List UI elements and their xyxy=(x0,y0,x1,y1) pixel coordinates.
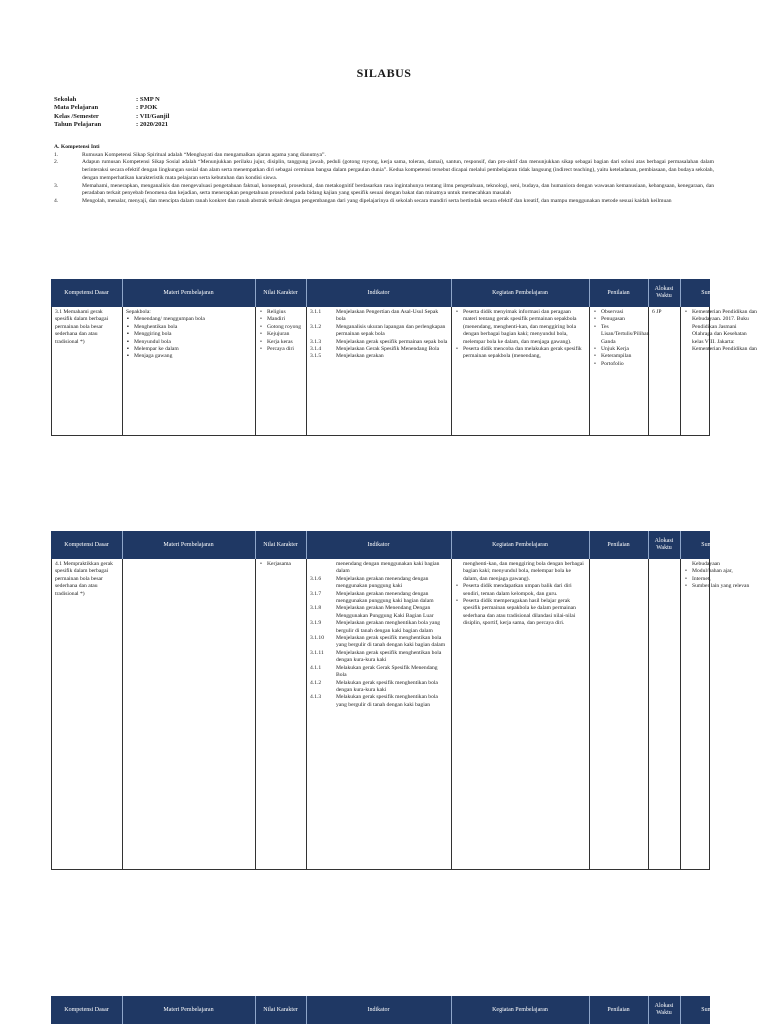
list-item: • Percaya diri xyxy=(267,346,303,353)
header-alokasi-waktu: Alokasi Waktu xyxy=(648,996,681,1024)
header-kompetensi-dasar: Kompetensi Dasar xyxy=(51,531,123,559)
indikator-number: 3.1.9 xyxy=(310,620,322,627)
indikator-item xyxy=(310,346,448,353)
list-item: • Unjuk Kerja xyxy=(601,346,645,353)
header-alokasi-waktu: Alokasi Waktu xyxy=(648,279,681,307)
ki-item xyxy=(54,159,714,182)
list-item: • Mandiri xyxy=(267,316,303,323)
cell-materi xyxy=(123,307,256,435)
list-item: • Kementerian Pendidikan dan Kebudayaan. 2017. Buku Pendidikan Jasmani Olahraga dan Kesehatan kelas VIII. Jakarta: Kementerian Pendidikan dan xyxy=(692,309,758,353)
syllabus-table-3 xyxy=(51,996,739,1024)
document-title: SILABUS xyxy=(356,66,412,80)
ki-number: 1. xyxy=(54,151,59,158)
indikator-number: 4.1.3 xyxy=(310,694,322,701)
list-item: • Kejujuran xyxy=(267,331,303,338)
indikator-text: Menjelaskan gerakan menendang dengan menggunakan punggung kaki xyxy=(336,575,429,590)
meta-row xyxy=(54,96,169,104)
header-kompetensi-dasar: Kompetensi Dasar xyxy=(51,279,123,307)
cell-sumber-belajar xyxy=(681,307,761,435)
kegiatan-list xyxy=(455,309,586,361)
indikator-text: Menjelaskan gerak spesifik permainan sepak bola xyxy=(336,338,448,345)
cell-kegiatan xyxy=(452,307,590,435)
list-item: ▪ Menyundul bola xyxy=(134,339,252,346)
cell-sumber-belajar xyxy=(681,559,761,869)
header-indikator: Indikator xyxy=(306,279,452,307)
cell-penilaian xyxy=(590,307,649,435)
indikator-number: 3.1.8 xyxy=(310,605,322,612)
indikator-number: 3.1.3 xyxy=(310,338,322,345)
ki-number: 3. xyxy=(54,182,59,189)
meta-value: : VII/Ganjil xyxy=(136,112,170,120)
header-nilai-karakter: Nilai Karakter xyxy=(255,279,307,307)
indikator-item xyxy=(310,309,448,324)
cell-indikator xyxy=(307,307,452,435)
cell-penilaian xyxy=(590,559,649,869)
list-item: • Religius xyxy=(267,309,303,316)
indikator-number: 3.1.7 xyxy=(310,590,322,597)
kegiatan-continuation: menghenti-kan, dan menggiring bola dengan berbagai bagian kaki; menyundul bola, melempar bola ke dalam, dan menjaga gawang). xyxy=(463,561,584,582)
indikator-item xyxy=(310,680,448,695)
ki-text: Memahami, menerapkan, menganalisis dan mengevaluasi pengetahuan faktual, konseptual, prosedural, dan metakognitif berdasarkan rasa ingintahunya tentang ilmu pengetahuan, teknologi, seni, budaya, dan humaniora dengan wawasan kemanusiaan, kebangsaan, kenegaraan, dan peradaban terkait penyebab fenomena dan kejadian, serta menerapkan pengetahuan prosedural pada bidang kajian yang spesifik sesuai dengan bakat dan minatnya untuk memecahkan masalah xyxy=(82,182,714,197)
meta-label: Kelas /Semester xyxy=(54,112,99,120)
indikator-continuation: menendang dengan menggunakan kaki bagian dalam xyxy=(336,561,440,575)
meta-label: Mata Pelajaran xyxy=(54,104,99,112)
indikator-item xyxy=(310,353,448,360)
meta-row xyxy=(54,104,169,112)
indikator-text: Menjelaskan Gerak Spesifik Menendang Bola xyxy=(336,346,440,353)
kd-text: 4.1 Mempraktikkan gerak spesifik dalam berbagai permainan bola besar sederhana dan atau tradisional *) xyxy=(55,561,113,597)
list-item: ▪ Melempar ke dalam xyxy=(134,346,252,353)
cell-nilai-karakter xyxy=(256,559,307,869)
kegiatan-list xyxy=(455,583,586,627)
list-item: • Gotong royong xyxy=(267,324,303,331)
meta-row xyxy=(54,113,169,121)
meta-block xyxy=(54,96,169,130)
list-item: • Penugasan xyxy=(601,316,645,323)
list-item: • Internet, xyxy=(692,576,758,583)
indikator-item xyxy=(310,324,448,339)
section-heading: A. Kompetensi Inti xyxy=(54,144,100,150)
indikator-text: Melakukan gerak spesifik menghentikan bola dengan kura-kura kaki xyxy=(336,679,438,693)
nilai-list xyxy=(259,561,303,568)
kd-text: 3.1 Memahami gerak spesifik dalam berbagai permainan bola besar sederhana dan atau tradisional *) xyxy=(55,309,109,345)
indikator-item xyxy=(310,339,448,346)
cell-alokasi-waktu xyxy=(649,559,681,869)
header-kompetensi-dasar: Kompetensi Dasar xyxy=(51,996,123,1024)
list-item: ▪ Menghentikan bola xyxy=(134,324,252,331)
list-item: ▪ Menggiring bola xyxy=(134,331,252,338)
meta-label: Sekolah xyxy=(54,96,77,103)
indikator-text: Melakukan gerak Gerak Spesifik Menendang Bola xyxy=(336,664,438,679)
ki-number: 4. xyxy=(54,197,59,204)
ki-item xyxy=(54,198,714,206)
list-item: • Modul/bahan ajar, xyxy=(692,568,758,575)
meta-row xyxy=(54,121,169,129)
indikator-number: 3.1.4 xyxy=(310,346,322,353)
indikator-number: 3.1.2 xyxy=(310,323,322,330)
indikator-text: Menjelaskan gerakan menendang dengan menggunakan punggung kaki bagian dalam xyxy=(336,590,434,605)
indikator-text: Melakukan gerak spesifik menghentikan bola yang bergulir di tanah dengan kaki bagian xyxy=(336,694,438,708)
table-header xyxy=(51,996,739,1024)
cell-indikator xyxy=(307,559,452,869)
indikator-text: Menjelaskan gerak spesifik menghentikan bola yang bergulir di tanah dengan kaki bagian dalam xyxy=(336,635,446,649)
indikator-text: Menjelaskan gerakan xyxy=(336,353,384,360)
list-item: • Tes Lisan/Tertulis/Pilihan Ganda xyxy=(601,324,645,346)
list-item: • Kerja keras xyxy=(267,339,303,346)
indikator-number: 3.1.10 xyxy=(310,635,324,642)
table-header xyxy=(51,279,739,307)
header-materi: Materi Pembelajaran xyxy=(122,279,256,307)
cell-alokasi-waktu xyxy=(649,307,681,435)
materi-list xyxy=(126,316,252,360)
list-item: • Peserta didik memperagakan hasil belajar gerak spesifik permainan sepakbola ke dalam permainan sederhana dan atau tradisional dilandasi nilai-nilai disiplin, sportif, kerja sama, dan percaya diri. xyxy=(463,598,586,628)
meta-value: : SMP N xyxy=(136,96,160,103)
ki-text: Adapun rumusan Kompetensi Sikap Sosial adalah “Menunjukkan perilaku jujur, disiplin, tanggung jawab, peduli (gotong royong, kerja sama, toleran, damai), santun, responsif, dan pro-aktif dan menunjukkan sikap sebagai bagian dari solusi atas berbagai permasalahan dalam berinteraksi secara efektif dengan lingkungan sosial dan alam serta menempatkan diri sebagai cerminan bangsa dalam pergaulan dunia”. Kedua kompetensi tersebut dicapai melalui pembelajaran tidak langsung (indirect teaching), yaitu keteladanan, pembiasaan, dan budaya sekolah, dengan memperhatikan karakteristik mata pelajaran serta kebutuhan dan kondisi siswa. xyxy=(82,159,714,181)
indikator-text: Menjelaskan gerak spesifik menghentikan bola dengan kura-kura kaki xyxy=(336,649,442,664)
indikator-item xyxy=(310,620,448,635)
indikator-number: 3.1.6 xyxy=(310,575,322,582)
indikator-text: Menganalisis ukuran lapangan dan perlengkapan permainan sepak bola xyxy=(336,323,446,338)
header-nilai-karakter: Nilai Karakter xyxy=(255,996,307,1024)
header-materi: Materi Pembelajaran xyxy=(122,531,256,559)
ki-number: 2. xyxy=(54,159,59,166)
nilai-list xyxy=(259,309,303,353)
syllabus-table-2 xyxy=(51,531,750,870)
indikator-item xyxy=(310,576,448,591)
list-item: ▪ Menendang/ menggumpan bola xyxy=(134,316,252,323)
header-sumber-belajar: Sumber Belajar xyxy=(701,1006,739,1013)
list-item: • Portofolio xyxy=(601,361,645,368)
list-item: • Peserta didik mendapatkan umpan balik dari diri sendiri, teman dalam kelompok, dan guru. xyxy=(463,583,586,598)
cell-nilai-karakter xyxy=(256,307,307,435)
indikator-number: 3.1.5 xyxy=(310,353,322,360)
header-kegiatan: Kegiatan Pembelajaran xyxy=(451,996,590,1024)
list-item: • Observasi xyxy=(601,309,645,316)
header-penilaian: Penilaian xyxy=(589,996,649,1024)
indikator-text: Menjelaskan gerakan Menendang Dengan Menggunakan Punggung Kaki Bagian Luar xyxy=(336,605,434,619)
list-item: • Kerjasama xyxy=(267,561,303,568)
header-alokasi-waktu: Alokasi Waktu xyxy=(648,531,681,559)
ki-item xyxy=(54,183,714,198)
header-kegiatan: Kegiatan Pembelajaran xyxy=(451,531,590,559)
header-penilaian: Penilaian xyxy=(589,531,649,559)
sumber-list xyxy=(684,309,758,353)
indikator-item xyxy=(310,665,448,680)
cell-kompetensi-dasar xyxy=(52,307,123,435)
kompetensi-inti-section xyxy=(54,144,714,206)
list-item: • Sumber lain yang relevan xyxy=(692,583,758,590)
meta-value: : PJOK xyxy=(136,104,158,112)
indikator-number: 3.1.11 xyxy=(310,649,324,656)
cell-kompetensi-dasar xyxy=(52,559,123,869)
sumber-list xyxy=(684,568,758,590)
header-penilaian: Penilaian xyxy=(589,279,649,307)
cell-materi xyxy=(123,559,256,869)
table-body xyxy=(51,307,757,436)
header-sumber-belajar: Sumber Belajar xyxy=(701,541,739,548)
cell-kegiatan xyxy=(452,559,590,869)
indikator-number: 4.1.1 xyxy=(310,664,322,671)
syllabus-table-1-final xyxy=(51,279,757,436)
meta-label: Tahun Pelajaran xyxy=(54,121,102,129)
penilaian-list xyxy=(593,309,650,368)
sumber-continuation: Kebudayaan xyxy=(692,561,720,567)
header-nilai-karakter: Nilai Karakter xyxy=(255,531,307,559)
header-materi: Materi Pembelajaran xyxy=(122,996,256,1024)
ki-text: Rumusan Kompetensi Sikap Spiritual adalah “Menghayati dan mengamalkan ajaran agama yang dianutnya”. xyxy=(82,151,326,158)
header-sumber-belajar: Sumber Belajar xyxy=(701,289,739,296)
table-header xyxy=(51,531,739,559)
header-indikator: Indikator xyxy=(306,996,452,1024)
indikator-item xyxy=(310,650,448,665)
table-body xyxy=(51,559,750,870)
alokasi-text: 6 JP xyxy=(652,309,662,315)
list-item: • Peserta didik menyimak informasi dan peragaan materi tentang gerak spesifik permainan sepakbola (menendang, menghenti-kan, dan menggiring bola dengan berbagai bagian kaki; menyundul bola, melempar bola ke dalam, dan menjaga gawang). xyxy=(463,309,586,346)
indikator-text: Menjelaskan Pengertian dan Asal-Usul Sepak bola xyxy=(336,309,439,323)
indikator-number: 4.1.2 xyxy=(310,679,322,686)
indikator-item xyxy=(310,591,448,606)
ki-text: Mengolah, menalar, menyaji, dan mencipta dalam ranah konkret dan ranah abstrak terkait dengan pengembangan dari yang dipelajarinya di sekolah secara mandiri serta bertindak secara efektif dan kreatif, dan mampu menggunakan metode sesuai kaidah keilmuan xyxy=(82,197,672,204)
list-item: ▪ Menjaga gawang xyxy=(134,353,252,360)
meta-value: : 2020/2021 xyxy=(136,121,169,129)
indikator-item xyxy=(310,605,448,620)
header-indikator: Indikator xyxy=(306,531,452,559)
list-item: • Peserta didik mencoba dan melakukan gerak spesifik permainan sepakbola (menendang, xyxy=(463,346,586,361)
indikator-number: 3.1.1 xyxy=(310,309,322,315)
indikator-text: Menjelaskan gerakan menghentikan bola yang bergulir di tanah dengan kaki bagian dalam xyxy=(336,620,441,634)
header-kegiatan: Kegiatan Pembelajaran xyxy=(451,279,590,307)
indikator-item xyxy=(310,635,448,650)
indikator-item xyxy=(310,694,448,709)
list-item: • Keterampilan xyxy=(601,353,645,360)
materi-title: Sepakbola: xyxy=(126,309,151,315)
